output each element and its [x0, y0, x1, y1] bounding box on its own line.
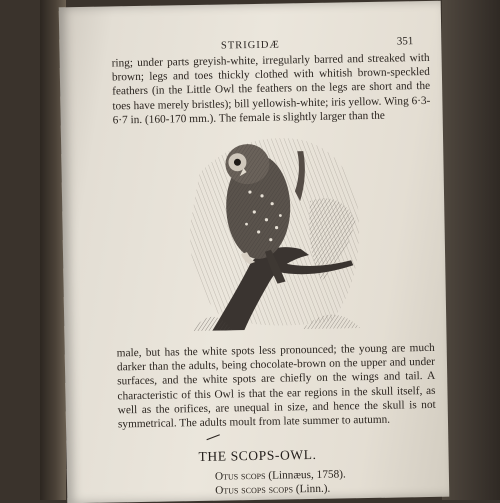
owl-engraving-icon	[179, 130, 366, 331]
synonym-line-1	[215, 468, 346, 482]
owl-illustration	[179, 130, 366, 331]
page-number: 351	[396, 35, 414, 48]
synonym-1-name: Otus scops	[214, 469, 266, 483]
pencil-mark	[206, 434, 219, 440]
adjacent-page-edge	[442, 0, 500, 500]
section-heading: THE SCOPS-OWL.	[198, 446, 317, 464]
synonym-line-2	[215, 483, 330, 497]
synonym-2-name: Otus scops scops	[215, 483, 294, 497]
running-head: STRIGIDÆ	[220, 39, 280, 52]
synonym-2-author: (Linn.).	[295, 482, 331, 496]
book-page	[59, 1, 450, 503]
paragraph-top: ring; under parts greyish-white, irregularly barred and streaked with brown; legs and toes thickly clothed with whitish brown-speckled feathers (in the Little Owl the feathers on the legs are short and the toes have merely bristles); bill yellowish-white; iris yellow. Wing 6·3-6·7 in. (160-170 mm.). The female is slightly larger than the	[111, 51, 431, 127]
synonym-1-author: (Linnæus, 1758).	[268, 468, 346, 482]
paragraph-bottom: male, but has the white spots less pronounced; the young are much darker than the adults, being chocolate-brown on the upper and under surfaces, and the white spots are chiefly on the wings and tail. A characteristic of this Owl is that the ear regions in the skull itself, as well as the orifices, are unequal in size, and hence the skull is not symmetrical. The adults moult from late summer to autumn.	[116, 341, 436, 431]
